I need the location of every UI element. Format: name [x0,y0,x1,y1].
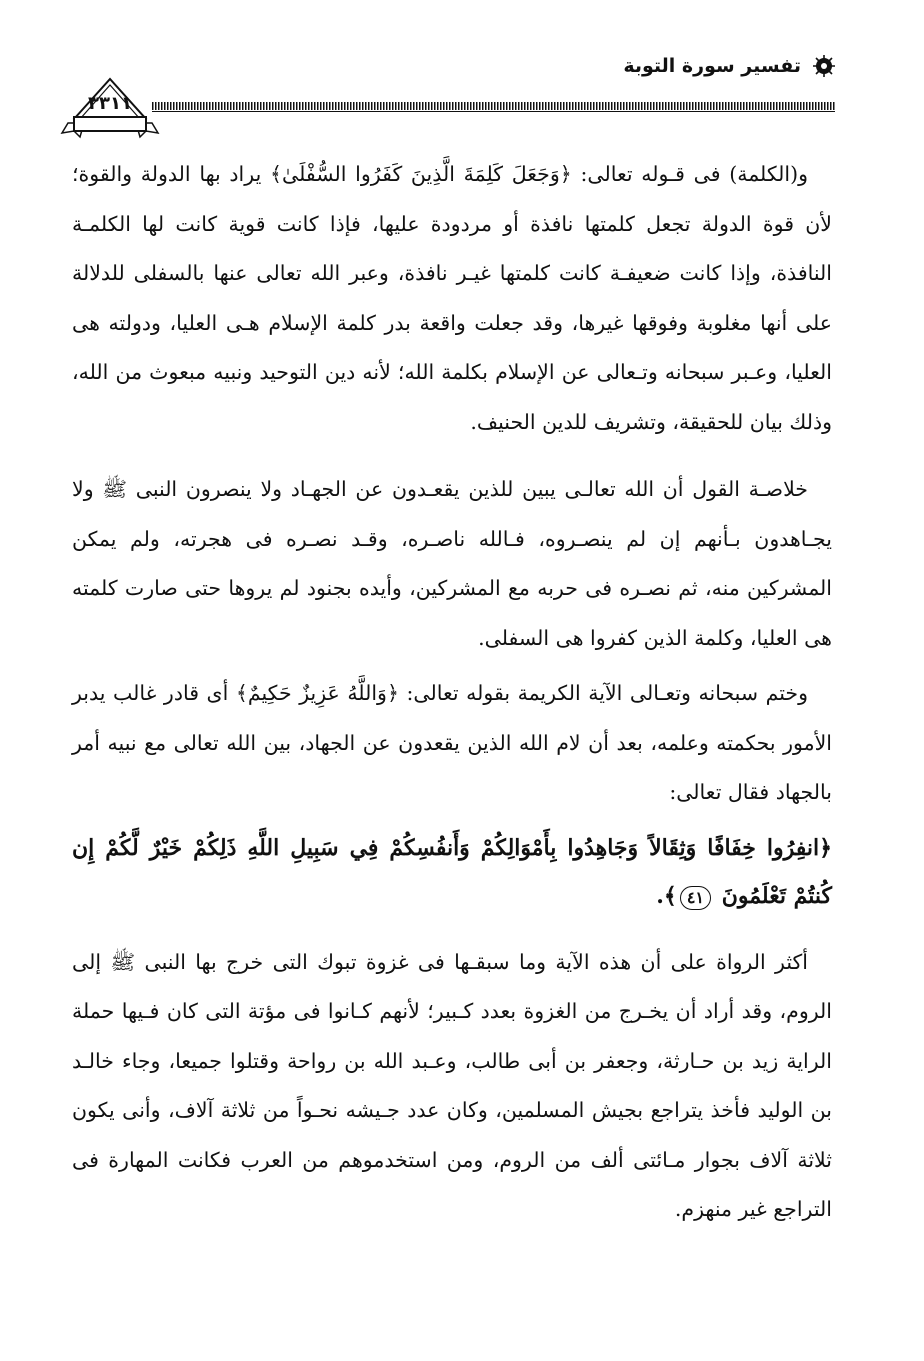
verse-number: ٤١ [680,886,711,910]
paragraph-3: وختم سبحانه وتعـالى الآية الكريمة بقوله تعالى: ﴿وَاللَّهُ عَزِيزٌ حَكِيمٌ﴾ أى قادر غالب يدبر الأمور بحكمته وعلمه، بعد أن لام الله الذين يقعدون عن الجهاد، بين الله تعالى مع نبيه أمر بالجهاد فقال تعالى: [72,681,832,804]
paragraph-1: و(الكلمة) فى قـوله تعالى: ﴿وَجَعَلَ كَلِمَةَ الَّذِينَ كَفَرُوا السُّفْلَىٰ﴾ يراد بها الدولة والقوة؛ لأن قوة الدولة تجعل كلمتها نافذة أو مردودة عليها، فإذا كانت قوية كانت لها الكلمـة النافذة، وإذا كانت ضعيفـة كانت كلمتها غيـر نافذة، وعبر الله تعالى عنها بالسفلى للدلالة على أنها مغلوبة وفوقها غيرها، وقد جعلت واقعة بدر كلمة الإسلام هـى العليا، ودولته هى العليا، وعـبر سبحانه وتـعالى عن الإسلام بكلمة الله؛ لأنه دين التوحيد ونبيه مبعوث من الله، وذلك بيان للحقيقة، وتشريف للدين الحنيف. [72,162,832,434]
quran-verse [72,824,832,920]
page-number: ٣٣١١ [88,93,132,114]
verse-end: ﴾. [656,882,677,909]
header-rule-line [152,111,835,112]
verse-text: ﴿انفِرُوا خِفَافًا وَثِقَالاً وَجَاهِدُوا بِأَمْوَالِكُمْ وَأَنفُسِكُمْ فِي سَبِيلِ اللَّهِ ذَلِكُمْ خَيْرٌ لَّكُمْ إِن كُنتُمْ تَعْلَمُونَ [72,834,832,909]
paragraph-2: خلاصـة القول أن الله تعالـى يبين للذين يقعـدون عن الجهـاد ولا ينصرون النبى ﷺ ولا يجـاهدون بـأنهم إن لم ينصـروه، فـالله ناصـره، وقـد نصـره فى هجرته، ولم يمكن المشركين منه، ثم نصـره فى حربه مع المشركين، وأيده بجنود لم يروها حتى صارت كلمته هى العليا، وكلمة الذين كفروا هى السفلى. [72,477,832,650]
main-text [72,150,832,1235]
header-title-group [623,55,835,77]
header-rule [152,102,835,110]
header-title: تفسير سورة التوبة [623,55,801,77]
page-header [60,45,835,145]
ornament-icon [813,55,835,77]
paragraph-4: أكثر الرواة على أن هذه الآية وما سبقـها فى غزوة تبوك التى خرج بها النبى ﷺ إلى الروم، وقد أراد أن يخـرج من الغزوة بعدد كـبير؛ لأنهم كـانوا فى مؤتة التى كان فـيها حملة الراية زيد بن حـارثة، وجعفر بن أبى طالب، وعـبد الله بن رواحة وقتلوا جميعا، وجاء خالـد بن الوليد فأخذ يتراجع بجيش المسلمين، وكان عدد جـيشه نحـواً من ثلاثة آلاف، وأنى يكون ثلاثة آلاف بجوار مـائتى ألف من الروم، ومن استخدموهم من العرب فكانت المهارة فى التراجع غير منهزم. [72,949,832,1221]
